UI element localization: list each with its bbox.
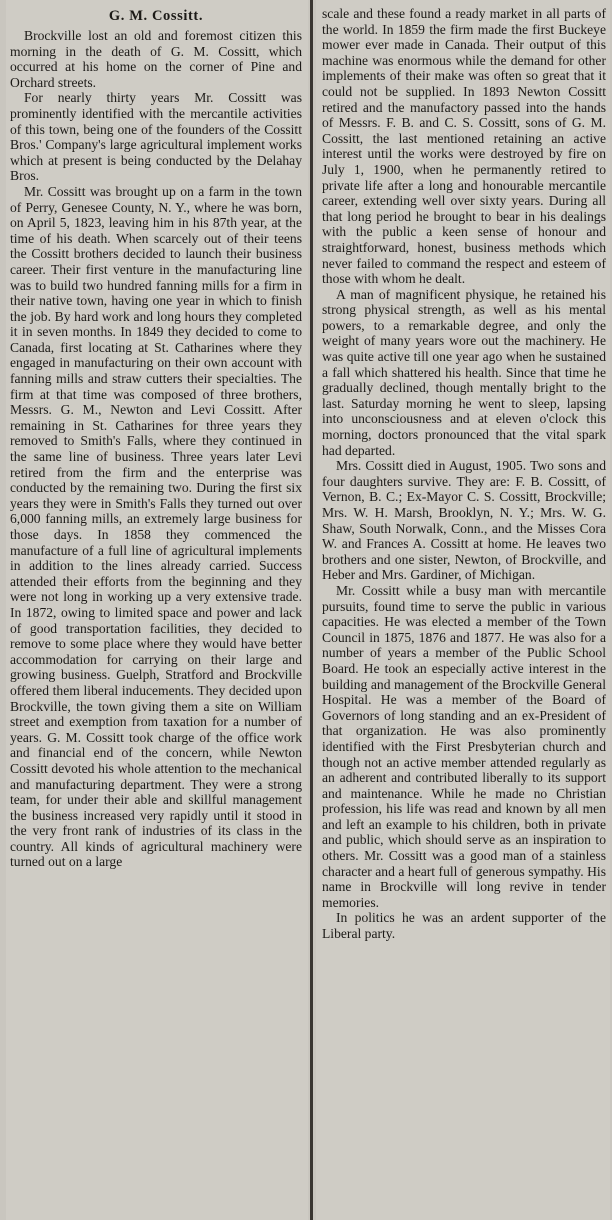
paragraph: Brockville lost an old and foremost citizen this morning in the death of G. M. Cossitt, which occurred at his home on the corner of Pine and Orchard streets. bbox=[10, 28, 302, 90]
left-column bbox=[6, 0, 308, 1220]
paragraph: Mrs. Cossitt died in August, 1905. Two sons and four daughters survive. They are: F. B. Cossitt, of Vernon, B. C.; Ex-Mayor C. S. Cossitt, Brockville; Mrs. W. H. Marsh, Brooklyn, N. Y.; Mrs. W. G. Shaw, South Norwalk, Conn., and the Misses Cora W. and Frances A. Cossitt at home. He leaves two brothers and one sister, Newton, of Brockville, and Heber and Mrs. Gardiner, of Michigan. bbox=[322, 458, 606, 583]
article-title: G. M. Cossitt. bbox=[108, 8, 204, 24]
paragraph: scale and these found a ready market in all parts of the world. In 1859 the firm made the first Buckeye mower ever made in Canada. Their output of this machine was enormous while the demand for other implements of their make was often so great that it could not be supplied. In 1893 Newton Cossitt retired and the manufactory passed into the hands of Messrs. F. B. and C. S. Cossitt, sons of G. M. Cossitt, the last mentioned retaining an active interest until the works were destroyed by fire on July 1, 1900, when he permanently retired to private life after a long and honourable mercantile career, extending well over sixty years. During all that long period he brought to bear in his dealings with the public a keen sense of honour and straightforward, honest, business methods which never failed to command the respect and esteem of those with whom he dealt. bbox=[322, 6, 606, 287]
paragraph: For nearly thirty years Mr. Cossitt was prominently identified with the mercantile activities of this town, being one of the founders of the Cossitt Bros.' Company's large agricultural implement works which at present is being conducted by the Delahay Bros. bbox=[10, 90, 302, 184]
paragraph: Mr. Cossitt was brought up on a farm in the town of Perry, Genesee County, N. Y., where he was born, on April 5, 1823, leaving him in his 87th year, at the time of his death. When scarcely out of their teens the Cossitt brothers decided to launch their business career. Their first venture in the manufacturing line was to build two hundred fanning mills for a firm in their native town, having one year in which to finish the job. By hard work and long hours they completed it in seven months. In 1849 they decided to come to Canada, first locating at St. Catharines where they engaged in manufacturing on their own account with fanning mills and straw cutters their specialties. The firm at that time was composed of three brothers, Messrs. G. M., Newton and Levi Cossitt. After remaining in St. Catharines for three years they removed to Smith's Falls, where they continued in the same line of business. Three years later Levi retired from the firm and the enterprise was conducted by the remaining two. During the first six years they were in Smith's Falls they turned out over 6,000 fanning mills, an extremely large business for those days. In 1858 they commenced the manufacture of a full line of agricultural implements in addition to the lines already carried. Success attended their efforts from the beginning and they were not long in working up a very extensive trade. In 1872, owing to limited space and power and lack of good transportation facilities, they decided to remove to some place where they would have better accommodation for carrying on their large and growing business. Guelph, Stratford and Brockville offered them liberal inducements. They decided upon Brockville, the town giving them a site on William street and exemption from taxation for a number of years. G. M. Cossitt took charge of the office work and financial end of the concern, while Newton Cossitt devoted his whole attention to the mechanical and manufacturing department. They were a strong team, for under their able and skillful management the business increased very rapidly until it stood in the very front rank of industries of its class in the country. All kinds of agricultural machinery were turned out on a large bbox=[10, 183, 302, 870]
paragraph: In politics he was an ardent supporter of the Liberal party. bbox=[322, 910, 606, 942]
paragraph: Mr. Cossitt while a busy man with mercantile pursuits, found time to serve the public in various capacities. He was elected a member of the Town Council in 1875, 1876 and 1877. He was also for a number of years a member of the Public School Board. He took an especially active interest in the building and management of the Brockville General Hospital. He was a member of the Board of Governors of long standing and an ex-President of that organization. He was also prominently identified with the First Presbyterian church and though not an active member attended regularly as an adherent and contributed liberally to its support and maintenance. While he made no Christian profession, his life was read and known by all men and left an example to his children, both in private and public, which should serve as an inspiration to others. Mr. Cossitt was a good man of a stainless character and a heart full of generous sympathy. His name in Brockville will long revive in tender memories. bbox=[322, 582, 606, 910]
paragraph: A man of magnificent physique, he retained his strong physical strength, as well as his mental powers, to a remarkable degree, and only the weight of many years wore out the machinery. He was quite active till one year ago when he sustained a fall which shattered his health. Since that time he gradually declined, though mentally bright to the last. Saturday morning he went to sleep, lapsing into unconsciousness and at eleven o'clock this morning, doctors pronounced that the vital spark had departed. bbox=[322, 286, 606, 458]
right-column bbox=[316, 0, 610, 1220]
column-divider bbox=[310, 0, 313, 1220]
